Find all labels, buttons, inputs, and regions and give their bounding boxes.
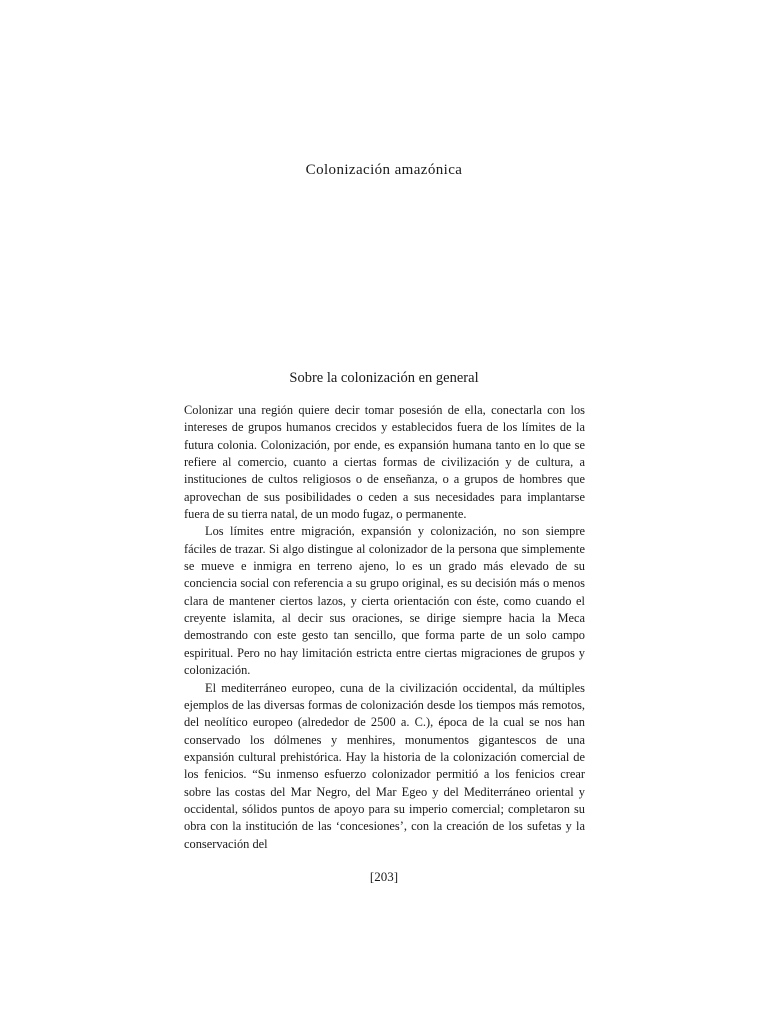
paragraph-2: Los límites entre migración, expansión y colonización, no son siempre fáciles de trazar. Si algo distingue al colonizador de la persona que simplemente se mueve e inmigra en terreno ajeno, lo es un grado más elevado de su conciencia social con referencia a su grupo original, es su decisión más o menos clara de mantener ciertos lazos, y cierta orientación con éste, como cuando el creyente islamita, al decir sus oraciones, se dirige siempre hacia la Meca demostrando con este gesto tan sencillo, que forma parte de un solo campo espiritual. Pero no hay limitación estricta entre ciertas migraciones de grupos y colonización.: [184, 524, 585, 678]
page-number: [203]: [369, 869, 399, 884]
paragraph-1: Colonizar una región quiere decir tomar posesión de ella, conectarla con los intereses de grupos humanos crecidos y establecidos fuera de los límites de la futura colonia. Colonización, por ende, es expansión humana tanto en lo que se refiere al comercio, cuanto a ciertas formas de civilización y de cultura, a instituciones de cultos religiosos o de enseñanza, o a grupos de hombres que aprovechan de sus posibilidades o ceden a sus necesidades para implantarse fuera de su tierra natal, de un modo fugaz, o permanente.: [184, 403, 585, 522]
chapter-title: Colonización amazónica: [305, 162, 463, 178]
section-title: Sobre la colonización en general: [289, 370, 479, 386]
paragraph-3: El mediterráneo europeo, cuna de la civilización occidental, da múltiples ejemplos de las diversas formas de colonización desde los tiempos más remotos, del neolítico europeo (alrededor de 2500 a. C.), época de la cual se nos han conservado los dólmenes y menhires, monumentos gigantescos de una expansión cultural prehistórica. Hay la historia de la colonización comercial de los fenicios. “Su inmenso esfuerzo colonizador permitió a los fenicios crear sobre las costas del Mar Negro, del Mar Egeo y del Mediterráneo oriental y occidental, sólidos puntos de apoyo para su imperio comercial; completaron su obra con la institución de las ‘concesiones’, con la creación de los sufetas y la conservación del: [184, 680, 585, 851]
body-text: [184, 402, 585, 853]
